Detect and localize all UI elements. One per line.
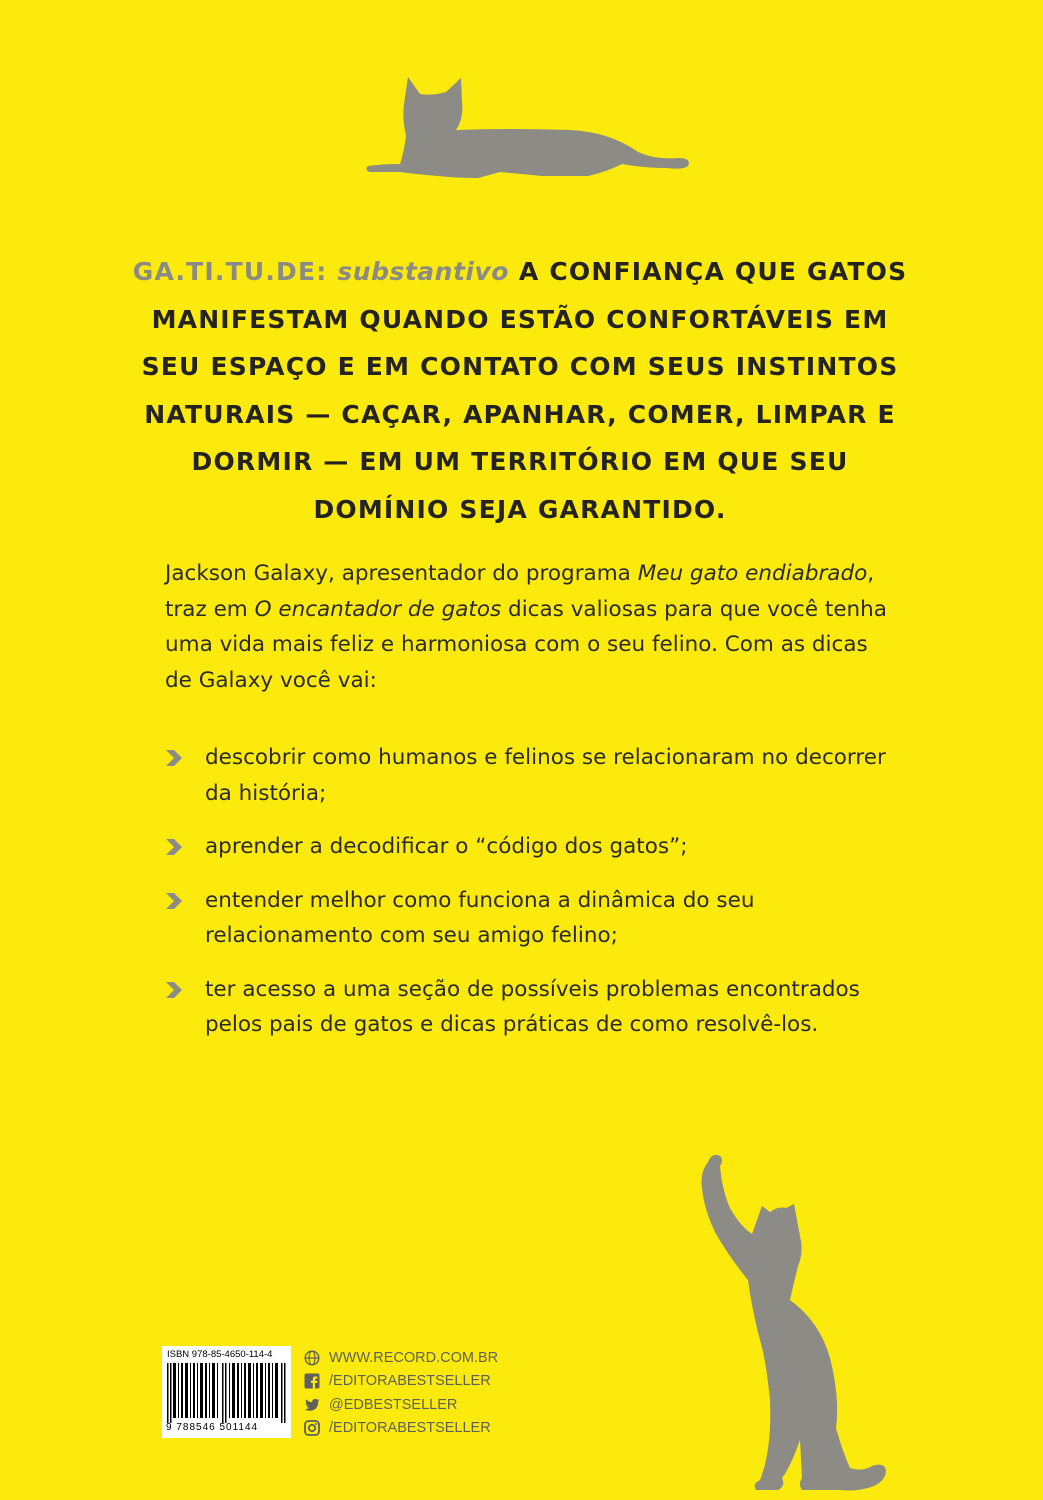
bullet-text: entender melhor como funciona a dinâmica do seu relacionamento com seu amigo felino; — [205, 887, 755, 948]
twitter-icon — [304, 1397, 320, 1413]
instagram-link[interactable] — [304, 1417, 498, 1441]
list-item — [165, 829, 900, 865]
facebook-link[interactable] — [304, 1370, 498, 1394]
list-item — [165, 972, 900, 1043]
globe-icon — [304, 1350, 320, 1366]
website-text: WWW.RECORD.COM.BR — [329, 1349, 499, 1366]
definition-term: GA.TI.TU.DE: — [132, 257, 328, 286]
instagram-text: /EDITORABESTSELLER — [329, 1420, 491, 1437]
cat-reaching-silhouette — [690, 1150, 890, 1500]
arrow-icon — [165, 980, 183, 1000]
isbn-barcode — [162, 1346, 291, 1438]
show-title: Meu gato endiabrado — [637, 561, 868, 586]
facebook-text: /EDITORABESTSELLER — [329, 1373, 491, 1390]
definition-part-of-speech: substantivo — [337, 257, 509, 286]
isbn-label: ISBN 978-85-4650-114-4 — [167, 1349, 273, 1360]
book-title: O encantador de gatos — [254, 596, 502, 622]
website-link[interactable] — [304, 1346, 498, 1370]
bullet-text: descobrir como humanos e felinos se relacionaram no decorrer da história; — [205, 745, 886, 806]
cat-lying-silhouette — [360, 72, 690, 187]
publisher-links — [304, 1346, 498, 1440]
bullet-list — [165, 740, 900, 1043]
intro-paragraph — [165, 556, 900, 698]
list-item — [165, 883, 900, 954]
intro-text-2: , traz em — [165, 561, 875, 622]
intro-text-1: Jackson Galaxy, apresentador do programa — [165, 561, 638, 586]
barcode-digits: 9 788546 501144 — [166, 1422, 259, 1433]
instagram-icon — [304, 1420, 320, 1436]
list-item — [165, 740, 900, 811]
twitter-text: @EDBESTSELLER — [329, 1396, 458, 1413]
definition-text: A CONFIANÇA QUE GATOS MANIFESTAM QUANDO ESTÃO CONFORTÁVEIS EM SEU ESPAÇO E EM CONTATO COM SEUS INSTINTOS NATURAIS — CAÇAR, APANHAR, COMER, LIMPAR E DORMIR — EM UM TERRITÓRIO EM QUE SEU DOMÍNIO SEJA GARANTIDO. — [141, 257, 908, 524]
barcode-bars — [167, 1363, 286, 1423]
arrow-icon — [165, 837, 183, 857]
arrow-icon — [165, 748, 183, 768]
facebook-icon — [304, 1373, 320, 1389]
twitter-link[interactable] — [304, 1393, 498, 1417]
bullet-text: aprender a decodificar o “código dos gatos”; — [205, 834, 688, 859]
bullet-text: ter acesso a uma seção de possíveis problemas encontrados pelos pais de gatos e dicas práticas de como resolvê-los. — [205, 976, 860, 1037]
intro-text-3: dicas valiosas para que você tenha uma vida mais feliz e harmoniosa com o seu felino. Com as dicas de Galaxy você vai: — [165, 596, 887, 693]
definition — [120, 248, 920, 533]
arrow-icon — [165, 891, 183, 911]
